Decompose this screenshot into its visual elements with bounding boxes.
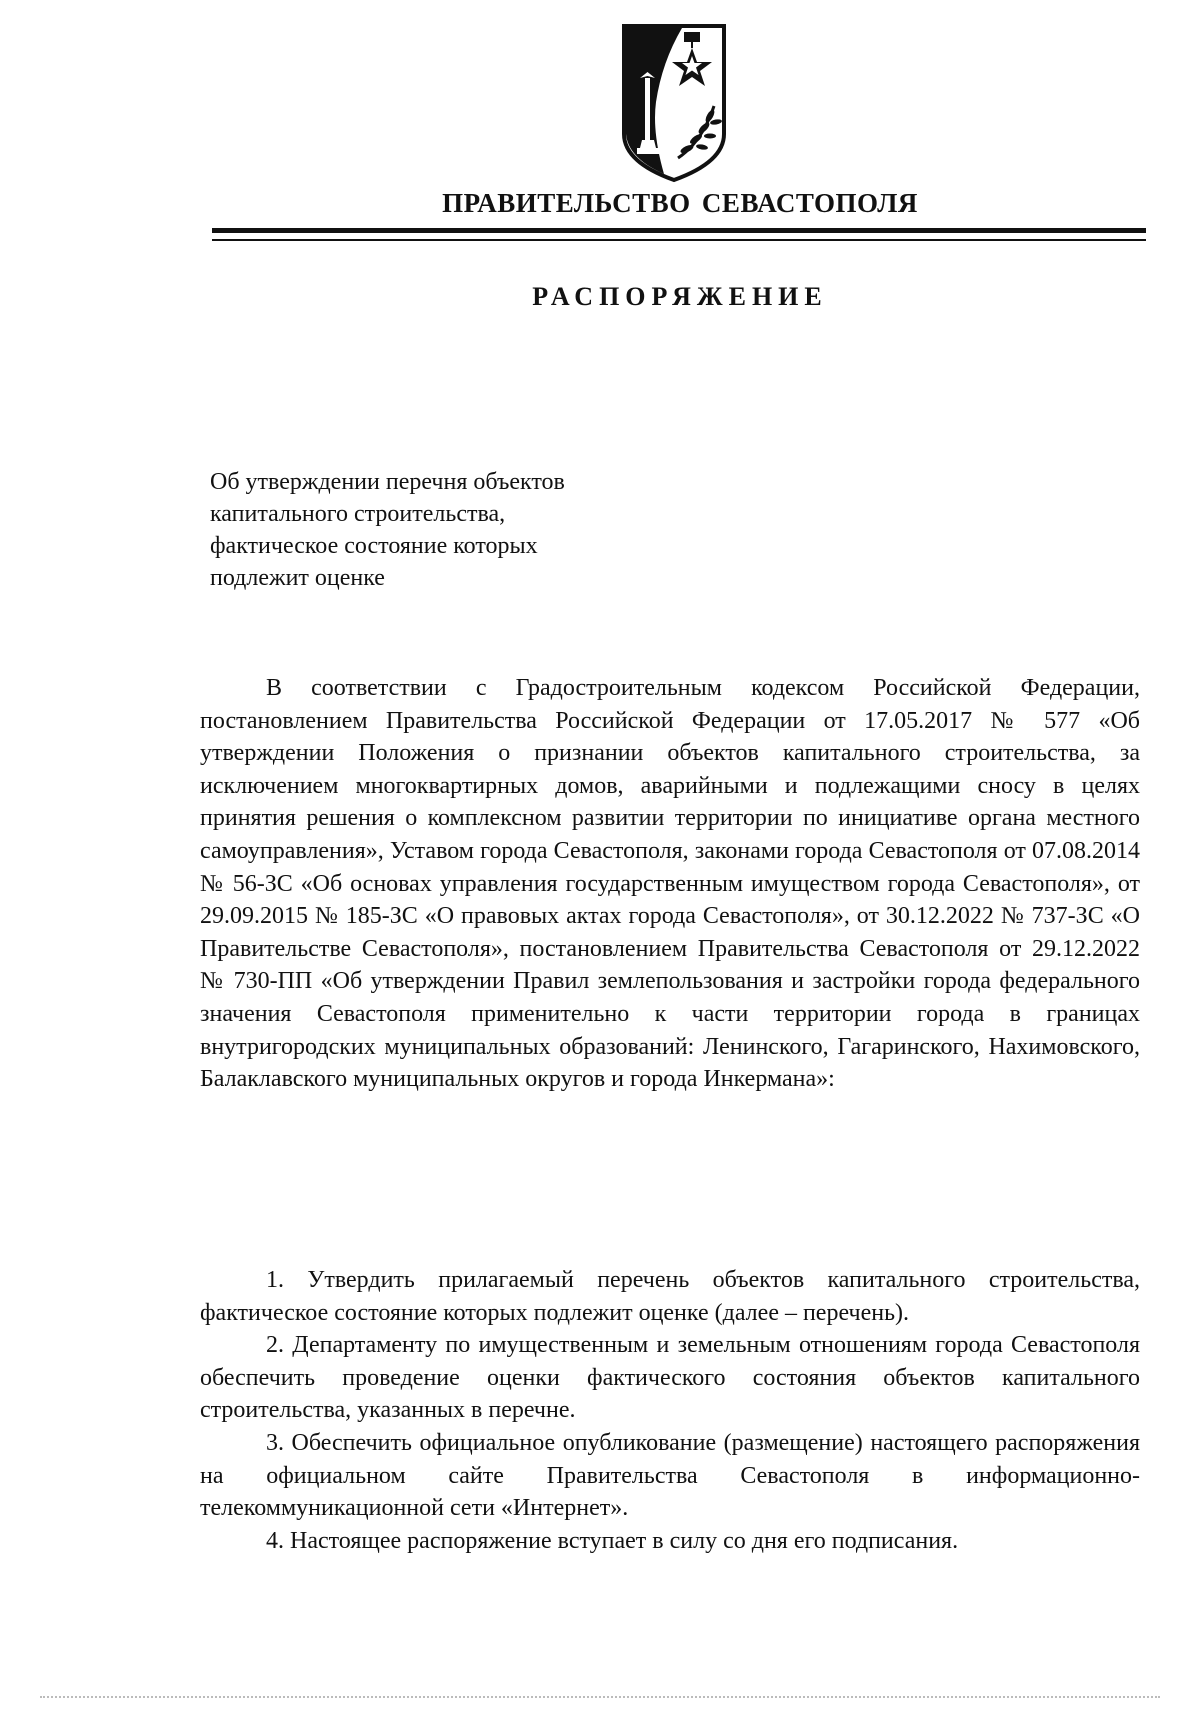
subject-line: фактическое состояние которых xyxy=(210,533,538,559)
preamble-paragraph: В соответствии с Градостроительным кодексом Российской Федерации, постановлением Правительства Российской Федерации от 17.05.2017 № 577 «Об утверждении Положения о признании объектов капитального строительства, за исключением многоквартирных домов, аварийными и подлежащими сносу в целях принятия решения о комплексном развитии территории по инициативе органа местного самоуправления», Уставом города Севастополя, законами города Севастополя от 07.08.2014 № 56-ЗС «Об основах управления государственным имуществом города Севастополя», от 29.09.2015 № 185-ЗС «О правовых актах города Севастополя», от 30.12.2022 № 737-ЗС «О Правительстве Севастополя», постановлением Правительства Севастополя от 29.12.2022 № 730-ПП «Об утверждении Правил землепользования и застройки города федерального значения Севастополя применительно к части территории города в границах внутригородских муниципальных образований: Ленинского, Гагаринского, Нахимовского, Балаклавского муниципальных округов и города Инкермана»: xyxy=(200,675,1140,1093)
header-rule-thin xyxy=(212,239,1146,241)
document-type-heading: РАСПОРЯЖЕНИЕ xyxy=(532,282,828,311)
header-rule-thick xyxy=(212,228,1146,233)
resolution-point: 3. Обеспечить официальное опубликование (размещение) настоящего распоряжения на официальном сайте Правительства Севастополя в информационно-телекоммуникационной сети «Интернет». xyxy=(200,1429,1140,1522)
document-subject xyxy=(210,466,730,594)
preamble-section xyxy=(200,672,1140,1096)
resolution-point: 2. Департаменту по имущественным и земельным отношениям города Севастополя обеспечить проведение оценки фактического состояния объектов капитального строительства, указанных в перечне. xyxy=(200,1332,1140,1424)
scan-artifact-line xyxy=(40,1696,1160,1700)
resolution-point: 1. Утвердить прилагаемый перечень объектов капитального строительства, фактическое состояние которых подлежит оценке (далее – перечень). xyxy=(200,1267,1140,1326)
organization-title: ПРАВИТЕЛЬСТВО СЕВАСТОПОЛЯ xyxy=(442,188,918,218)
subject-line: подлежит оценке xyxy=(210,565,385,591)
coat-of-arms-icon xyxy=(620,22,728,184)
resolution-point: 4. Настоящее распоряжение вступает в силу со дня его подписания. xyxy=(266,1527,959,1554)
subject-line: Об утверждении перечня объектов xyxy=(210,469,565,495)
resolution-points xyxy=(200,1264,1140,1557)
subject-line: капитального строительства, xyxy=(210,501,506,527)
